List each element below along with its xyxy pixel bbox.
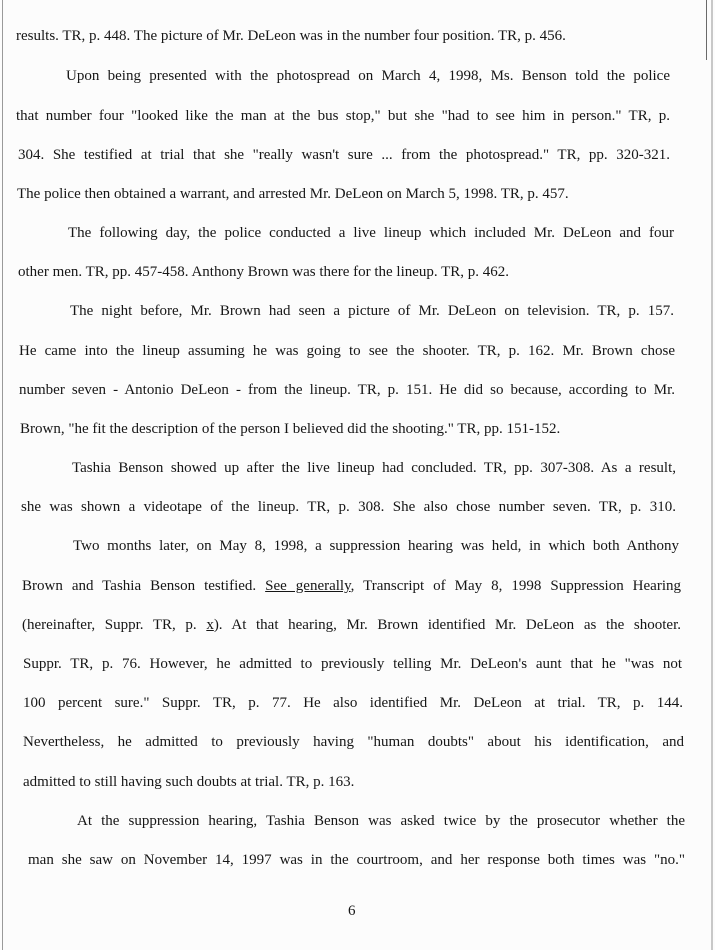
text-line-1: results. TR, p. 448. The picture of Mr. DeLeon was in the number four position. TR, p. 456. [16, 28, 566, 44]
text-line-16-start: (hereinafter, Suppr. TR, p. [22, 617, 207, 633]
text-line-4: 304. She testified at trial that she "really wasn't sure ... from the photospread." TR, pp. 320-321. [18, 147, 670, 163]
text-line-15 [22, 577, 681, 595]
text-line-21: At the suppression hearing, Tashia Benson was asked twice by the prosecutor whether the [77, 813, 685, 829]
text-line-17: Suppr. TR, p. 76. However, he admitted to previously telling Mr. DeLeon's aunt that he "was not [23, 656, 682, 672]
text-line-9: He came into the lineup assuming he was going to see the shooter. TR, p. 162. Mr. Brown chose [19, 343, 675, 359]
text-line-11: Brown, "he fit the description of the person I believed did the shooting." TR, pp. 151-152. [20, 421, 561, 437]
text-line-3: that number four "looked like the man at the bus stop," but she "had to see him in person." TR, p. [16, 108, 670, 124]
text-line-10: number seven - Antonio DeLeon - from the lineup. TR, p. 151. He did so because, according to Mr. [19, 382, 675, 398]
scan-edge-right [706, 0, 707, 60]
text-line-16-end: ). At that hearing, Mr. Brown identified Mr. DeLeon as the shooter. [213, 617, 681, 633]
text-line-7: other men. TR, pp. 457-458. Anthony Brown was there for the lineup. TR, p. 462. [18, 264, 510, 280]
text-line-8: The night before, Mr. Brown had seen a picture of Mr. DeLeon on television. TR, p. 157. [70, 303, 674, 319]
text-line-5: The police then obtained a warrant, and arrested Mr. DeLeon on March 5, 1998. TR, p. 457. [17, 186, 569, 202]
page-placeholder-x: x [206, 617, 214, 633]
citation-see-generally: See generally [265, 578, 351, 594]
text-line-13: she was shown a videotape of the lineup. TR, p. 308. She also chose number seven. TR, p. 310. [21, 499, 676, 515]
text-line-15-end: , Transcript of May 8, 1998 Suppression Hearing [350, 578, 681, 594]
text-line-16 [22, 616, 681, 634]
text-line-14: Two months later, on May 8, 1998, a suppression hearing was held, in which both Anthony [73, 538, 679, 554]
text-line-6: The following day, the police conducted a live lineup which included Mr. DeLeon and four [68, 225, 674, 241]
scan-edge-left [2, 0, 3, 950]
text-line-19: Nevertheless, he admitted to previously having "human doubts" about his identification, and [23, 734, 684, 750]
text-line-20: admitted to still having such doubts at trial. TR, p. 163. [23, 774, 355, 790]
scan-edge-right-shadow [711, 0, 713, 950]
text-line-22: man she saw on November 14, 1997 was in the courtroom, and her response both times was "no." [28, 852, 685, 868]
page-number: 6 [348, 903, 356, 919]
text-line-15-start: Brown and Tashia Benson testified. [22, 578, 266, 594]
text-line-18: 100 percent sure." Suppr. TR, p. 77. He also identified Mr. DeLeon at trial. TR, p. 144. [23, 695, 683, 711]
text-line-12: Tashia Benson showed up after the live lineup had concluded. TR, pp. 307-308. As a result, [72, 460, 676, 476]
text-line-2: Upon being presented with the photospread on March 4, 1998, Ms. Benson told the police [66, 68, 670, 84]
